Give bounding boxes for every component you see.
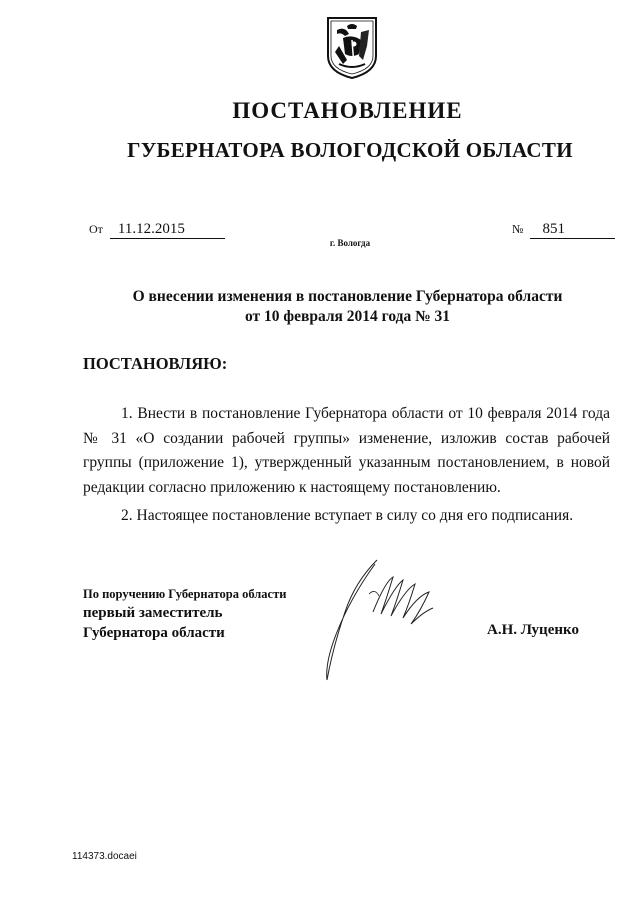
subject-line-2: от 10 февраля 2014 года № 31	[244, 308, 451, 325]
number-value: 851	[530, 221, 615, 239]
date-field	[89, 221, 225, 239]
document-subtitle: ГУБЕРНАТОРА ВОЛОГОДСКОЙ ОБЛАСТИ	[127, 138, 573, 162]
city-label: г. Вологда	[329, 238, 371, 248]
document-title: ПОСТАНОВЛЕНИЕ	[232, 98, 463, 123]
subject-heading	[0, 287, 640, 327]
signatory-title	[83, 586, 286, 643]
signatory-line-2: первый заместитель	[83, 605, 223, 621]
paragraph-2: 2. Настоящее постановление вступает в силу со дня его подписания.	[121, 507, 574, 525]
coat-of-arms-icon	[325, 16, 379, 80]
number-prefix: №	[512, 222, 524, 236]
signatory-line-1: По поручению Губернатора области	[83, 587, 287, 601]
date-prefix: От	[89, 222, 103, 236]
signatory-name: А.Н. Луценко	[487, 622, 579, 638]
file-reference: 114373.docaei	[72, 851, 137, 862]
number-field	[512, 221, 615, 239]
date-value: 11.12.2015	[110, 221, 225, 239]
handwritten-signature	[315, 552, 455, 687]
paragraph-1: 1. Внести в постановление Губернатора области от 10 февраля 2014 года № 31 «О создании рабочей группы» изменение, изложив состав рабочей группы (приложение 1), утвержденный указанным постановлением, в новой редакции согласно приложению к настоящему постановлению.	[83, 405, 610, 496]
signatory-line-3: Губернатора области	[83, 625, 225, 641]
subject-line-1: О внесении изменения в постановление Губернатора области	[132, 288, 563, 305]
decree-word: ПОСТАНОВЛЯЮ:	[83, 354, 228, 373]
document-body	[83, 402, 610, 529]
